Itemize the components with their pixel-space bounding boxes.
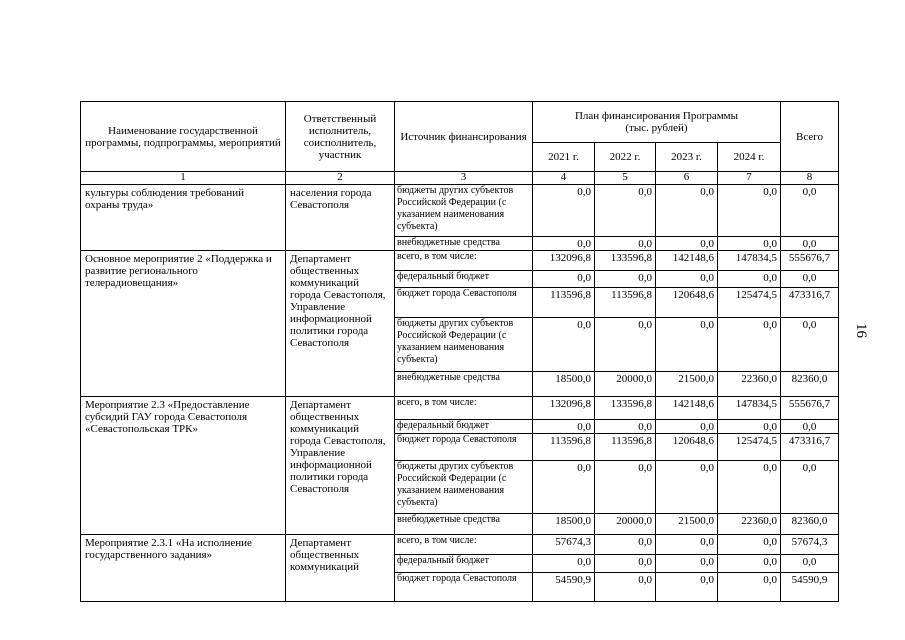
total-cell: 82360,0	[781, 514, 839, 535]
total-cell: 0,0	[781, 461, 839, 514]
value-cell: 54590,9	[533, 573, 595, 602]
source-cell: всего, в том числе:	[395, 251, 533, 271]
total-cell: 0,0	[781, 318, 839, 372]
total-cell: 0,0	[781, 271, 839, 288]
source-cell: федеральный бюджет	[395, 420, 533, 434]
column-number: 7	[718, 172, 781, 185]
source-cell: федеральный бюджет	[395, 555, 533, 573]
total-cell: 555676,7	[781, 397, 839, 420]
value-cell: 0,0	[656, 573, 718, 602]
total-cell: 473316,7	[781, 434, 839, 461]
value-cell: 147834,5	[718, 251, 781, 271]
value-cell: 0,0	[533, 237, 595, 251]
total-cell: 57674,3	[781, 535, 839, 555]
header-program-name: Наименование государственной программы, подпрограммы, мероприятий	[81, 102, 286, 172]
value-cell: 113596,8	[533, 434, 595, 461]
header-plan-title: План финансирования Программы	[574, 110, 739, 122]
value-cell: 0,0	[595, 555, 656, 573]
header-year: 2024 г.	[718, 143, 781, 172]
value-cell: 133596,8	[595, 397, 656, 420]
value-cell: 0,0	[595, 461, 656, 514]
value-cell: 142148,6	[656, 397, 718, 420]
value-cell: 0,0	[718, 573, 781, 602]
value-cell: 21500,0	[656, 514, 718, 535]
value-cell: 133596,8	[595, 251, 656, 271]
value-cell: 132096,8	[533, 397, 595, 420]
table-header	[81, 102, 839, 185]
executor-cell: населения города Севастополя	[286, 185, 395, 251]
header-total: Всего	[781, 102, 839, 172]
header-plan-units: (тыс. рублей)	[625, 122, 688, 134]
value-cell: 0,0	[533, 318, 595, 372]
value-cell: 18500,0	[533, 372, 595, 397]
value-cell: 0,0	[595, 271, 656, 288]
value-cell: 0,0	[718, 555, 781, 573]
value-cell: 20000,0	[595, 372, 656, 397]
source-cell: бюджеты других субъектов Российской Федерации (с указанием наименования субъекта)	[395, 318, 533, 372]
header-source: Источник финансирования	[395, 102, 533, 172]
column-number: 6	[656, 172, 718, 185]
column-number-row	[81, 172, 839, 185]
value-cell: 0,0	[718, 318, 781, 372]
value-cell: 0,0	[656, 461, 718, 514]
value-cell: 0,0	[656, 271, 718, 288]
column-number: 5	[595, 172, 656, 185]
value-cell: 125474,5	[718, 288, 781, 318]
value-cell: 0,0	[595, 535, 656, 555]
value-cell: 18500,0	[533, 514, 595, 535]
total-cell: 82360,0	[781, 372, 839, 397]
value-cell: 142148,6	[656, 251, 718, 271]
value-cell: 0,0	[656, 318, 718, 372]
table-body	[81, 185, 839, 602]
header-year: 2023 г.	[656, 143, 718, 172]
value-cell: 0,0	[656, 185, 718, 237]
header-executor: Ответственный исполнитель, соисполнитель, участник	[286, 102, 395, 172]
header-plan	[533, 102, 781, 143]
column-number: 3	[395, 172, 533, 185]
value-cell: 0,0	[533, 555, 595, 573]
program-name-cell: Мероприятие 2.3.1 «На исполнение государственного задания»	[81, 535, 286, 602]
total-cell: 0,0	[781, 555, 839, 573]
value-cell: 0,0	[533, 461, 595, 514]
source-cell: всего, в том числе:	[395, 535, 533, 555]
value-cell: 0,0	[718, 237, 781, 251]
source-cell: федеральный бюджет	[395, 271, 533, 288]
value-cell: 0,0	[595, 573, 656, 602]
value-cell: 0,0	[718, 461, 781, 514]
source-cell: бюджет города Севастополя	[395, 573, 533, 602]
value-cell: 0,0	[595, 185, 656, 237]
header-year: 2022 г.	[595, 143, 656, 172]
total-cell: 0,0	[781, 237, 839, 251]
header-year: 2021 г.	[533, 143, 595, 172]
total-cell: 555676,7	[781, 251, 839, 271]
total-cell: 473316,7	[781, 288, 839, 318]
value-cell: 0,0	[656, 535, 718, 555]
source-cell: бюджеты других субъектов Российской Федерации (с указанием наименования субъекта)	[395, 185, 533, 237]
total-cell: 0,0	[781, 185, 839, 237]
executor-cell: Департамент общественных коммуникаций	[286, 535, 395, 602]
value-cell: 0,0	[595, 318, 656, 372]
source-cell: бюджет города Севастополя	[395, 434, 533, 461]
value-cell: 0,0	[656, 420, 718, 434]
executor-cell: Департамент общественных коммуникаций города Севастополя, Управление информационной политики города Севастополя	[286, 397, 395, 535]
value-cell: 57674,3	[533, 535, 595, 555]
value-cell: 0,0	[533, 271, 595, 288]
value-cell: 0,0	[718, 535, 781, 555]
value-cell: 0,0	[656, 237, 718, 251]
value-cell: 22360,0	[718, 514, 781, 535]
value-cell: 0,0	[533, 185, 595, 237]
value-cell: 0,0	[718, 420, 781, 434]
program-name-cell: Мероприятие 2.3 «Предоставление субсидий ГАУ города Севастополя «Севастопольская ТРК»	[81, 397, 286, 535]
program-name-cell: культуры соблюдения требований охраны труда»	[81, 185, 286, 251]
source-cell: внебюджетные средства	[395, 514, 533, 535]
value-cell: 113596,8	[595, 288, 656, 318]
value-cell: 0,0	[718, 185, 781, 237]
column-number: 1	[81, 172, 286, 185]
value-cell: 0,0	[656, 555, 718, 573]
source-cell: внебюджетные средства	[395, 372, 533, 397]
executor-cell: Департамент общественных коммуникаций города Севастополя, Управление информационной политики города Севастополя	[286, 251, 395, 397]
value-cell: 125474,5	[718, 434, 781, 461]
column-number: 2	[286, 172, 395, 185]
value-cell: 0,0	[595, 420, 656, 434]
value-cell: 0,0	[533, 420, 595, 434]
financing-table	[80, 101, 839, 602]
source-cell: бюджеты других субъектов Российской Федерации (с указанием наименования субъекта)	[395, 461, 533, 514]
value-cell: 113596,8	[595, 434, 656, 461]
value-cell: 22360,0	[718, 372, 781, 397]
source-cell: бюджет города Севастополя	[395, 288, 533, 318]
value-cell: 132096,8	[533, 251, 595, 271]
column-number: 8	[781, 172, 839, 185]
column-number: 4	[533, 172, 595, 185]
page-number: 16	[853, 323, 869, 338]
source-cell: всего, в том числе:	[395, 397, 533, 420]
value-cell: 120648,6	[656, 434, 718, 461]
source-cell: внебюджетные средства	[395, 237, 533, 251]
program-name-cell: Основное мероприятие 2 «Поддержка и развитие регионального телерадиовещания»	[81, 251, 286, 397]
value-cell: 113596,8	[533, 288, 595, 318]
total-cell: 0,0	[781, 420, 839, 434]
value-cell: 120648,6	[656, 288, 718, 318]
value-cell: 0,0	[595, 237, 656, 251]
value-cell: 147834,5	[718, 397, 781, 420]
value-cell: 0,0	[718, 271, 781, 288]
total-cell: 54590,9	[781, 573, 839, 602]
value-cell: 21500,0	[656, 372, 718, 397]
value-cell: 20000,0	[595, 514, 656, 535]
